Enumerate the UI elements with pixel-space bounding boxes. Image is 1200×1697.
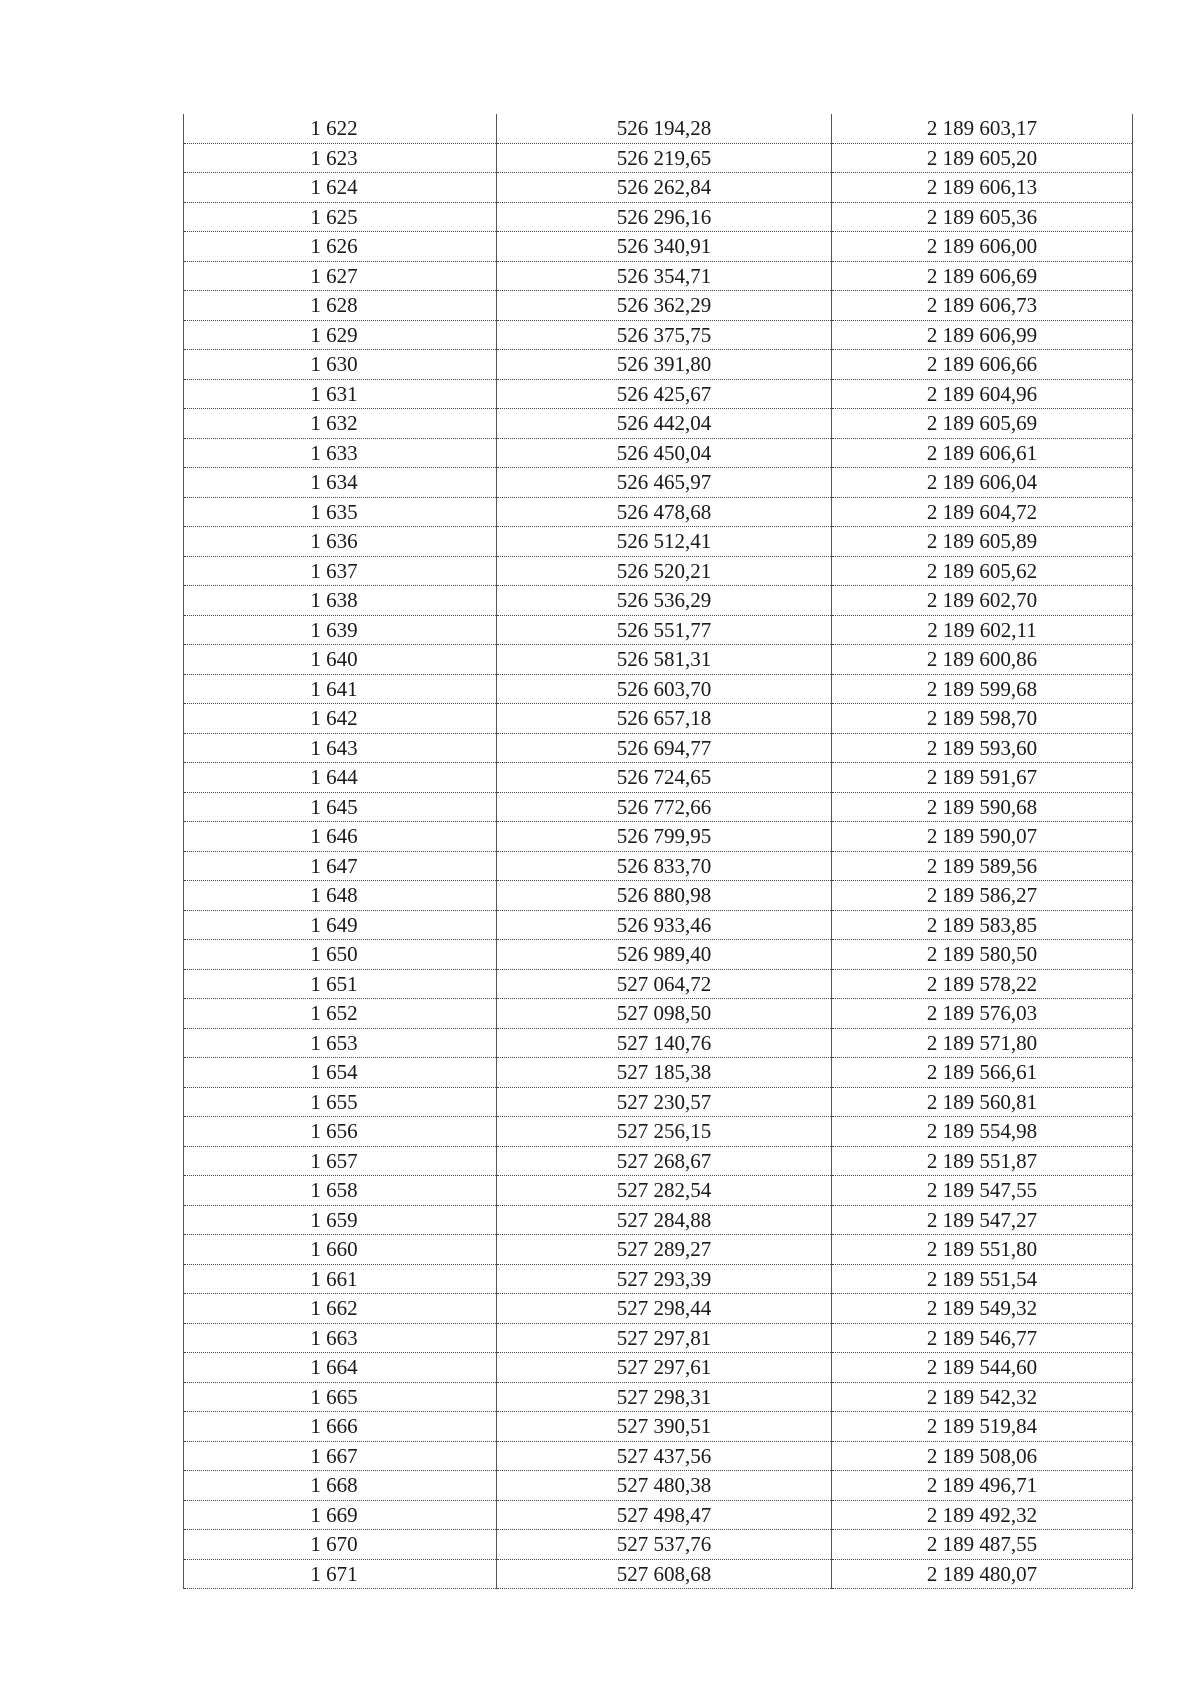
x-coordinate-cell: 527 098,50: [497, 999, 832, 1029]
point-number-cell: 1 641: [184, 674, 497, 704]
y-coordinate-cell: 2 189 590,68: [832, 792, 1133, 822]
x-coordinate-cell: 526 340,91: [497, 232, 832, 262]
x-coordinate-cell: 526 880,98: [497, 881, 832, 911]
y-coordinate-cell: 2 189 583,85: [832, 910, 1133, 940]
x-coordinate-cell: 526 933,46: [497, 910, 832, 940]
x-coordinate-cell: 526 772,66: [497, 792, 832, 822]
point-number-cell: 1 663: [184, 1323, 497, 1353]
point-number-cell: 1 650: [184, 940, 497, 970]
table-row: [184, 881, 1133, 911]
point-number-cell: 1 646: [184, 822, 497, 852]
y-coordinate-cell: 2 189 606,69: [832, 261, 1133, 291]
point-number-cell: 1 653: [184, 1028, 497, 1058]
table-row: [184, 1028, 1133, 1058]
x-coordinate-cell: 526 450,04: [497, 438, 832, 468]
y-coordinate-cell: 2 189 605,89: [832, 527, 1133, 557]
table-row: [184, 999, 1133, 1029]
point-number-cell: 1 644: [184, 763, 497, 793]
y-coordinate-cell: 2 189 578,22: [832, 969, 1133, 999]
point-number-cell: 1 633: [184, 438, 497, 468]
point-number-cell: 1 667: [184, 1441, 497, 1471]
x-coordinate-cell: 526 551,77: [497, 615, 832, 645]
point-number-cell: 1 631: [184, 379, 497, 409]
x-coordinate-cell: 526 442,04: [497, 409, 832, 439]
table-row: [184, 1235, 1133, 1265]
table-row: [184, 1087, 1133, 1117]
point-number-cell: 1 647: [184, 851, 497, 881]
table-row: [184, 202, 1133, 232]
table-row: [184, 1471, 1133, 1501]
x-coordinate-cell: 526 194,28: [497, 114, 832, 143]
table-row: [184, 1500, 1133, 1530]
table-row: [184, 1353, 1133, 1383]
table-row: [184, 232, 1133, 262]
point-number-cell: 1 660: [184, 1235, 497, 1265]
coordinates-table-body: [184, 114, 1133, 1589]
y-coordinate-cell: 2 189 508,06: [832, 1441, 1133, 1471]
x-coordinate-cell: 526 362,29: [497, 291, 832, 321]
y-coordinate-cell: 2 189 571,80: [832, 1028, 1133, 1058]
point-number-cell: 1 648: [184, 881, 497, 911]
point-number-cell: 1 662: [184, 1294, 497, 1324]
y-coordinate-cell: 2 189 487,55: [832, 1530, 1133, 1560]
x-coordinate-cell: 527 185,38: [497, 1058, 832, 1088]
point-number-cell: 1 669: [184, 1500, 497, 1530]
y-coordinate-cell: 2 189 593,60: [832, 733, 1133, 763]
table-row: [184, 792, 1133, 822]
x-coordinate-cell: 526 391,80: [497, 350, 832, 380]
x-coordinate-cell: 527 498,47: [497, 1500, 832, 1530]
point-number-cell: 1 661: [184, 1264, 497, 1294]
y-coordinate-cell: 2 189 606,00: [832, 232, 1133, 262]
point-number-cell: 1 652: [184, 999, 497, 1029]
table-row: [184, 1176, 1133, 1206]
table-row: [184, 674, 1133, 704]
point-number-cell: 1 657: [184, 1146, 497, 1176]
y-coordinate-cell: 2 189 480,07: [832, 1559, 1133, 1589]
x-coordinate-cell: 526 989,40: [497, 940, 832, 970]
point-number-cell: 1 651: [184, 969, 497, 999]
x-coordinate-cell: 527 230,57: [497, 1087, 832, 1117]
table-row: [184, 409, 1133, 439]
table-row: [184, 1382, 1133, 1412]
x-coordinate-cell: 527 298,31: [497, 1382, 832, 1412]
point-number-cell: 1 627: [184, 261, 497, 291]
table-row: [184, 969, 1133, 999]
point-number-cell: 1 656: [184, 1117, 497, 1147]
point-number-cell: 1 671: [184, 1559, 497, 1589]
point-number-cell: 1 637: [184, 556, 497, 586]
x-coordinate-cell: 526 833,70: [497, 851, 832, 881]
y-coordinate-cell: 2 189 606,61: [832, 438, 1133, 468]
y-coordinate-cell: 2 189 547,55: [832, 1176, 1133, 1206]
table-row: [184, 261, 1133, 291]
point-number-cell: 1 635: [184, 497, 497, 527]
y-coordinate-cell: 2 189 606,73: [832, 291, 1133, 321]
table-row: [184, 379, 1133, 409]
table-row: [184, 1264, 1133, 1294]
x-coordinate-cell: 526 799,95: [497, 822, 832, 852]
table-row: [184, 556, 1133, 586]
x-coordinate-cell: 527 268,67: [497, 1146, 832, 1176]
x-coordinate-cell: 527 293,39: [497, 1264, 832, 1294]
table-row: [184, 733, 1133, 763]
y-coordinate-cell: 2 189 602,70: [832, 586, 1133, 616]
x-coordinate-cell: 526 603,70: [497, 674, 832, 704]
x-coordinate-cell: 527 298,44: [497, 1294, 832, 1324]
table-row: [184, 615, 1133, 645]
y-coordinate-cell: 2 189 566,61: [832, 1058, 1133, 1088]
x-coordinate-cell: 527 480,38: [497, 1471, 832, 1501]
table-row: [184, 527, 1133, 557]
table-row: [184, 1412, 1133, 1442]
y-coordinate-cell: 2 189 580,50: [832, 940, 1133, 970]
point-number-cell: 1 643: [184, 733, 497, 763]
point-number-cell: 1 629: [184, 320, 497, 350]
x-coordinate-cell: 527 140,76: [497, 1028, 832, 1058]
x-coordinate-cell: 527 256,15: [497, 1117, 832, 1147]
y-coordinate-cell: 2 189 606,99: [832, 320, 1133, 350]
point-number-cell: 1 632: [184, 409, 497, 439]
point-number-cell: 1 623: [184, 143, 497, 173]
table-row: [184, 438, 1133, 468]
y-coordinate-cell: 2 189 576,03: [832, 999, 1133, 1029]
table-row: [184, 173, 1133, 203]
x-coordinate-cell: 527 608,68: [497, 1559, 832, 1589]
table-row: [184, 1117, 1133, 1147]
x-coordinate-cell: 527 282,54: [497, 1176, 832, 1206]
y-coordinate-cell: 2 189 586,27: [832, 881, 1133, 911]
point-number-cell: 1 639: [184, 615, 497, 645]
point-number-cell: 1 659: [184, 1205, 497, 1235]
x-coordinate-cell: 526 425,67: [497, 379, 832, 409]
y-coordinate-cell: 2 189 496,71: [832, 1471, 1133, 1501]
point-number-cell: 1 665: [184, 1382, 497, 1412]
y-coordinate-cell: 2 189 546,77: [832, 1323, 1133, 1353]
table-row: [184, 1323, 1133, 1353]
y-coordinate-cell: 2 189 551,54: [832, 1264, 1133, 1294]
table-row: [184, 822, 1133, 852]
y-coordinate-cell: 2 189 605,36: [832, 202, 1133, 232]
y-coordinate-cell: 2 189 605,20: [832, 143, 1133, 173]
x-coordinate-cell: 527 437,56: [497, 1441, 832, 1471]
y-coordinate-cell: 2 189 606,66: [832, 350, 1133, 380]
table-row: [184, 350, 1133, 380]
point-number-cell: 1 630: [184, 350, 497, 380]
y-coordinate-cell: 2 189 560,81: [832, 1087, 1133, 1117]
y-coordinate-cell: 2 189 591,67: [832, 763, 1133, 793]
y-coordinate-cell: 2 189 605,69: [832, 409, 1133, 439]
table-row: [184, 940, 1133, 970]
point-number-cell: 1 636: [184, 527, 497, 557]
table-row: [184, 851, 1133, 881]
y-coordinate-cell: 2 189 492,32: [832, 1500, 1133, 1530]
coordinates-table: [183, 114, 1133, 1589]
x-coordinate-cell: 526 581,31: [497, 645, 832, 675]
x-coordinate-cell: 527 297,81: [497, 1323, 832, 1353]
point-number-cell: 1 640: [184, 645, 497, 675]
table-row: [184, 704, 1133, 734]
y-coordinate-cell: 2 189 549,32: [832, 1294, 1133, 1324]
point-number-cell: 1 655: [184, 1087, 497, 1117]
table-row: [184, 1294, 1133, 1324]
x-coordinate-cell: 527 289,27: [497, 1235, 832, 1265]
point-number-cell: 1 622: [184, 114, 497, 143]
table-row: [184, 291, 1133, 321]
x-coordinate-cell: 527 537,76: [497, 1530, 832, 1560]
x-coordinate-cell: 527 390,51: [497, 1412, 832, 1442]
y-coordinate-cell: 2 189 519,84: [832, 1412, 1133, 1442]
y-coordinate-cell: 2 189 589,56: [832, 851, 1133, 881]
x-coordinate-cell: 526 465,97: [497, 468, 832, 498]
y-coordinate-cell: 2 189 606,04: [832, 468, 1133, 498]
y-coordinate-cell: 2 189 604,96: [832, 379, 1133, 409]
x-coordinate-cell: 527 064,72: [497, 969, 832, 999]
point-number-cell: 1 638: [184, 586, 497, 616]
point-number-cell: 1 670: [184, 1530, 497, 1560]
y-coordinate-cell: 2 189 590,07: [832, 822, 1133, 852]
x-coordinate-cell: 526 478,68: [497, 497, 832, 527]
point-number-cell: 1 628: [184, 291, 497, 321]
point-number-cell: 1 624: [184, 173, 497, 203]
point-number-cell: 1 658: [184, 1176, 497, 1206]
y-coordinate-cell: 2 189 603,17: [832, 114, 1133, 143]
point-number-cell: 1 642: [184, 704, 497, 734]
table-row: [184, 468, 1133, 498]
y-coordinate-cell: 2 189 551,80: [832, 1235, 1133, 1265]
y-coordinate-cell: 2 189 602,11: [832, 615, 1133, 645]
y-coordinate-cell: 2 189 606,13: [832, 173, 1133, 203]
x-coordinate-cell: 526 694,77: [497, 733, 832, 763]
y-coordinate-cell: 2 189 598,70: [832, 704, 1133, 734]
x-coordinate-cell: 526 219,65: [497, 143, 832, 173]
y-coordinate-cell: 2 189 542,32: [832, 1382, 1133, 1412]
y-coordinate-cell: 2 189 547,27: [832, 1205, 1133, 1235]
table-row: [184, 1559, 1133, 1589]
x-coordinate-cell: 526 724,65: [497, 763, 832, 793]
table-row: [184, 586, 1133, 616]
x-coordinate-cell: 526 296,16: [497, 202, 832, 232]
table-row: [184, 1530, 1133, 1560]
point-number-cell: 1 668: [184, 1471, 497, 1501]
y-coordinate-cell: 2 189 544,60: [832, 1353, 1133, 1383]
table-row: [184, 1146, 1133, 1176]
table-row: [184, 320, 1133, 350]
x-coordinate-cell: 526 512,41: [497, 527, 832, 557]
x-coordinate-cell: 527 284,88: [497, 1205, 832, 1235]
y-coordinate-cell: 2 189 599,68: [832, 674, 1133, 704]
y-coordinate-cell: 2 189 600,86: [832, 645, 1133, 675]
table-row: [184, 910, 1133, 940]
x-coordinate-cell: 526 375,75: [497, 320, 832, 350]
x-coordinate-cell: 526 520,21: [497, 556, 832, 586]
point-number-cell: 1 666: [184, 1412, 497, 1442]
point-number-cell: 1 649: [184, 910, 497, 940]
y-coordinate-cell: 2 189 605,62: [832, 556, 1133, 586]
table-row: [184, 1205, 1133, 1235]
point-number-cell: 1 626: [184, 232, 497, 262]
point-number-cell: 1 634: [184, 468, 497, 498]
x-coordinate-cell: 526 262,84: [497, 173, 832, 203]
table-row: [184, 497, 1133, 527]
point-number-cell: 1 645: [184, 792, 497, 822]
table-row: [184, 143, 1133, 173]
table-row: [184, 645, 1133, 675]
y-coordinate-cell: 2 189 554,98: [832, 1117, 1133, 1147]
point-number-cell: 1 664: [184, 1353, 497, 1383]
table-row: [184, 763, 1133, 793]
table-row: [184, 114, 1133, 143]
table-row: [184, 1441, 1133, 1471]
x-coordinate-cell: 526 536,29: [497, 586, 832, 616]
x-coordinate-cell: 526 657,18: [497, 704, 832, 734]
y-coordinate-cell: 2 189 551,87: [832, 1146, 1133, 1176]
table-row: [184, 1058, 1133, 1088]
point-number-cell: 1 625: [184, 202, 497, 232]
x-coordinate-cell: 526 354,71: [497, 261, 832, 291]
x-coordinate-cell: 527 297,61: [497, 1353, 832, 1383]
point-number-cell: 1 654: [184, 1058, 497, 1088]
y-coordinate-cell: 2 189 604,72: [832, 497, 1133, 527]
